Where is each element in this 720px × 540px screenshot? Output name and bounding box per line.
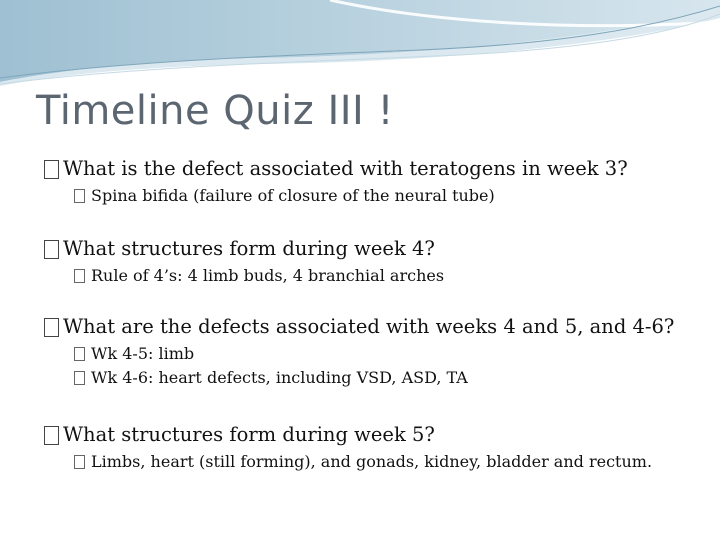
question-group: [44, 234, 714, 288]
answer-item: [74, 264, 714, 288]
question-text: What is the defect associated with teratogens in week 3?: [63, 157, 628, 180]
sub-bullet-icon: [74, 371, 85, 385]
sub-bullet-icon: [74, 189, 85, 203]
bullet-icon: [44, 240, 59, 259]
answer-text: Limbs, heart (still forming), and gonads, kidney, bladder and rectum.: [91, 452, 653, 471]
bullet-icon: [44, 160, 59, 179]
question-item: [44, 312, 714, 342]
question-item: [44, 234, 714, 264]
question-group: [44, 312, 714, 390]
answer-text: Wk 4-6: heart defects, including VSD, ASD, TA: [91, 368, 468, 387]
bullet-icon: [44, 426, 59, 445]
sub-bullet-icon: [74, 347, 85, 361]
slide-content: [44, 154, 714, 500]
question-text: What structures form during week 4?: [63, 237, 435, 260]
question-item: [44, 154, 714, 184]
answer-item: [74, 184, 714, 208]
bullet-icon: [44, 318, 59, 337]
answer-item: [74, 366, 714, 390]
answer-item: [74, 342, 714, 366]
answer-text: Spina bifida (failure of closure of the neural tube): [91, 186, 495, 205]
question-item: [44, 420, 714, 450]
sub-bullet-icon: [74, 269, 85, 283]
question-group: [44, 420, 714, 474]
sub-bullet-icon: [74, 455, 85, 469]
question-group: [44, 154, 714, 208]
answer-text: Rule of 4’s: 4 limb buds, 4 branchial arches: [91, 266, 445, 285]
slide-title: Timeline Quiz III !: [36, 88, 395, 134]
question-text: What structures form during week 5?: [63, 423, 435, 446]
header-decoration: [0, 0, 720, 90]
question-text: What are the defects associated with weeks 4 and 5, and 4-6?: [63, 315, 675, 338]
answer-item: [74, 450, 714, 474]
answer-text: Wk 4-5: limb: [91, 344, 195, 363]
